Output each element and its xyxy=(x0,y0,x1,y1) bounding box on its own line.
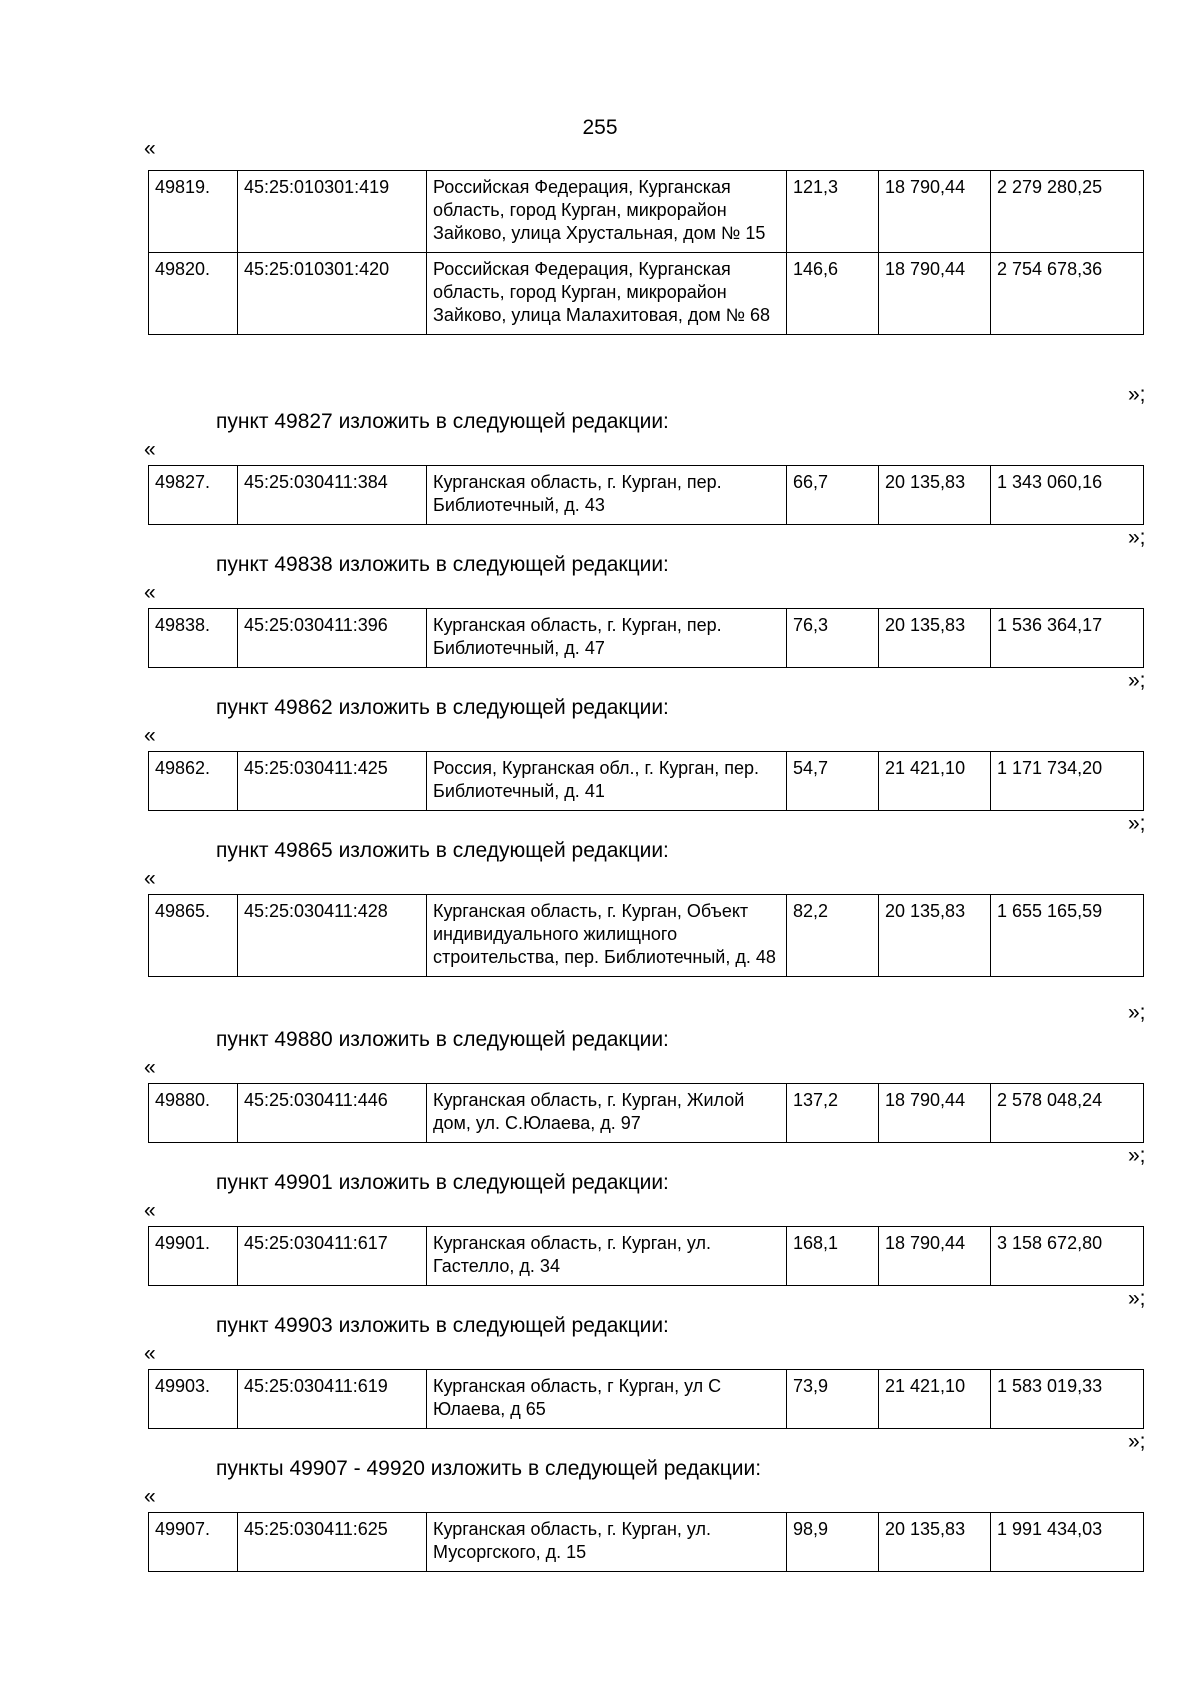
quote-open: « xyxy=(144,581,156,604)
table-row xyxy=(149,466,1144,525)
amendment-table xyxy=(148,608,1144,668)
amendment-table xyxy=(148,894,1144,977)
item-number: 49901. xyxy=(149,1227,238,1286)
amendment-table xyxy=(148,751,1144,811)
table-row xyxy=(149,171,1144,253)
quote-open: « xyxy=(144,1199,156,1222)
cadastral-value: 1 583 019,33 xyxy=(991,1370,1144,1429)
table-row xyxy=(149,1084,1144,1143)
cadastral-number: 45:25:030411:428 xyxy=(238,895,427,977)
area: 82,2 xyxy=(787,895,879,977)
quote-open: « xyxy=(144,137,156,160)
quote-open: « xyxy=(144,1342,156,1365)
amendment-instruction: пункты 49907 - 49920 изложить в следующей редакции: xyxy=(216,1457,762,1480)
area: 146,6 xyxy=(787,253,879,335)
cadastral-number: 45:25:030411:617 xyxy=(238,1227,427,1286)
cadastral-value: 1 536 364,17 xyxy=(991,609,1144,668)
amendment-table xyxy=(148,1083,1144,1143)
table-row xyxy=(149,609,1144,668)
quote-close: »; xyxy=(1128,1430,1146,1453)
cadastral-value: 1 655 165,59 xyxy=(991,895,1144,977)
amendment-instruction: пункт 49838 изложить в следующей редакции: xyxy=(216,553,669,576)
cadastral-value: 1 991 434,03 xyxy=(991,1513,1144,1572)
item-number: 49865. xyxy=(149,895,238,977)
cadastral-value: 1 171 734,20 xyxy=(991,752,1144,811)
cadastral-value: 2 578 048,24 xyxy=(991,1084,1144,1143)
amendment-table xyxy=(148,1226,1144,1286)
specific-value: 20 135,83 xyxy=(879,609,991,668)
cadastral-value: 2 279 280,25 xyxy=(991,171,1144,253)
quote-close: »; xyxy=(1128,812,1146,835)
page-number: 255 xyxy=(582,116,618,139)
cadastral-number: 45:25:030411:384 xyxy=(238,466,427,525)
address: Российская Федерация, Курганская область, город Курган, микрорайон Зайково, улица Малахитовая, дом № 68 xyxy=(427,253,787,335)
quote-open: « xyxy=(144,1056,156,1079)
quote-close: »; xyxy=(1128,526,1146,549)
area: 66,7 xyxy=(787,466,879,525)
cadastral-number: 45:25:030411:425 xyxy=(238,752,427,811)
quote-close: »; xyxy=(1128,1287,1146,1310)
amendment-table xyxy=(148,465,1144,525)
quote-close: »; xyxy=(1128,669,1146,692)
quote-open: « xyxy=(144,867,156,890)
specific-value: 20 135,83 xyxy=(879,466,991,525)
quote-open: « xyxy=(144,1485,156,1508)
specific-value: 21 421,10 xyxy=(879,1370,991,1429)
specific-value: 20 135,83 xyxy=(879,1513,991,1572)
address: Российская Федерация, Курганская область, город Курган, микрорайон Зайково, улица Хрустальная, дом № 15 xyxy=(427,171,787,253)
cadastral-value: 3 158 672,80 xyxy=(991,1227,1144,1286)
address: Курганская область, г. Курган, Объект индивидуального жилищного строительства, пер. Библиотечный, д. 48 xyxy=(427,895,787,977)
quote-open: « xyxy=(144,724,156,747)
specific-value: 20 135,83 xyxy=(879,895,991,977)
table-row xyxy=(149,752,1144,811)
table-row xyxy=(149,1227,1144,1286)
address: Курганская область, г. Курган, пер. Библиотечный, д. 43 xyxy=(427,466,787,525)
table-row xyxy=(149,1370,1144,1429)
cadastral-value: 2 754 678,36 xyxy=(991,253,1144,335)
item-number: 49862. xyxy=(149,752,238,811)
cadastral-number: 45:25:030411:619 xyxy=(238,1370,427,1429)
address: Курганская область, г. Курган, ул. Гастелло, д. 34 xyxy=(427,1227,787,1286)
item-number: 49827. xyxy=(149,466,238,525)
item-number: 49819. xyxy=(149,171,238,253)
area: 76,3 xyxy=(787,609,879,668)
area: 121,3 xyxy=(787,171,879,253)
specific-value: 18 790,44 xyxy=(879,253,991,335)
area: 168,1 xyxy=(787,1227,879,1286)
item-number: 49907. xyxy=(149,1513,238,1572)
address: Курганская область, г. Курган, пер. Библиотечный, д. 47 xyxy=(427,609,787,668)
table-row xyxy=(149,253,1144,335)
cadastral-number: 45:25:030411:625 xyxy=(238,1513,427,1572)
item-number: 49820. xyxy=(149,253,238,335)
area: 73,9 xyxy=(787,1370,879,1429)
specific-value: 21 421,10 xyxy=(879,752,991,811)
area: 98,9 xyxy=(787,1513,879,1572)
amendment-table xyxy=(148,1512,1144,1572)
cadastral-number: 45:25:010301:420 xyxy=(238,253,427,335)
amendment-instruction: пункт 49903 изложить в следующей редакции: xyxy=(216,1314,669,1337)
cadastral-value: 1 343 060,16 xyxy=(991,466,1144,525)
address: Курганская область, г. Курган, ул. Мусоргского, д. 15 xyxy=(427,1513,787,1572)
amendment-instruction: пункт 49862 изложить в следующей редакции: xyxy=(216,696,669,719)
amendment-instruction: пункт 49880 изложить в следующей редакции: xyxy=(216,1028,669,1051)
amendment-instruction: пункт 49827 изложить в следующей редакции: xyxy=(216,410,669,433)
cadastral-number: 45:25:030411:396 xyxy=(238,609,427,668)
amendment-table xyxy=(148,1369,1144,1429)
item-number: 49880. xyxy=(149,1084,238,1143)
item-number: 49838. xyxy=(149,609,238,668)
area: 137,2 xyxy=(787,1084,879,1143)
table-row xyxy=(149,1513,1144,1572)
specific-value: 18 790,44 xyxy=(879,171,991,253)
specific-value: 18 790,44 xyxy=(879,1084,991,1143)
amendment-instruction: пункт 49901 изложить в следующей редакции: xyxy=(216,1171,669,1194)
amendment-instruction: пункт 49865 изложить в следующей редакции: xyxy=(216,839,669,862)
address: Курганская область, г. Курган, Жилой дом, ул. С.Юлаева, д. 97 xyxy=(427,1084,787,1143)
address: Курганская область, г Курган, ул С Юлаева, д 65 xyxy=(427,1370,787,1429)
table-row xyxy=(149,895,1144,977)
quote-close: »; xyxy=(1128,1144,1146,1167)
item-number: 49903. xyxy=(149,1370,238,1429)
cadastral-number: 45:25:030411:446 xyxy=(238,1084,427,1143)
quote-open: « xyxy=(144,438,156,461)
specific-value: 18 790,44 xyxy=(879,1227,991,1286)
address: Россия, Курганская обл., г. Курган, пер. Библиотечный, д. 41 xyxy=(427,752,787,811)
area: 54,7 xyxy=(787,752,879,811)
cadastral-number: 45:25:010301:419 xyxy=(238,171,427,253)
quote-close: »; xyxy=(1128,383,1146,406)
amendment-table xyxy=(148,170,1144,335)
quote-close: »; xyxy=(1128,1001,1146,1024)
